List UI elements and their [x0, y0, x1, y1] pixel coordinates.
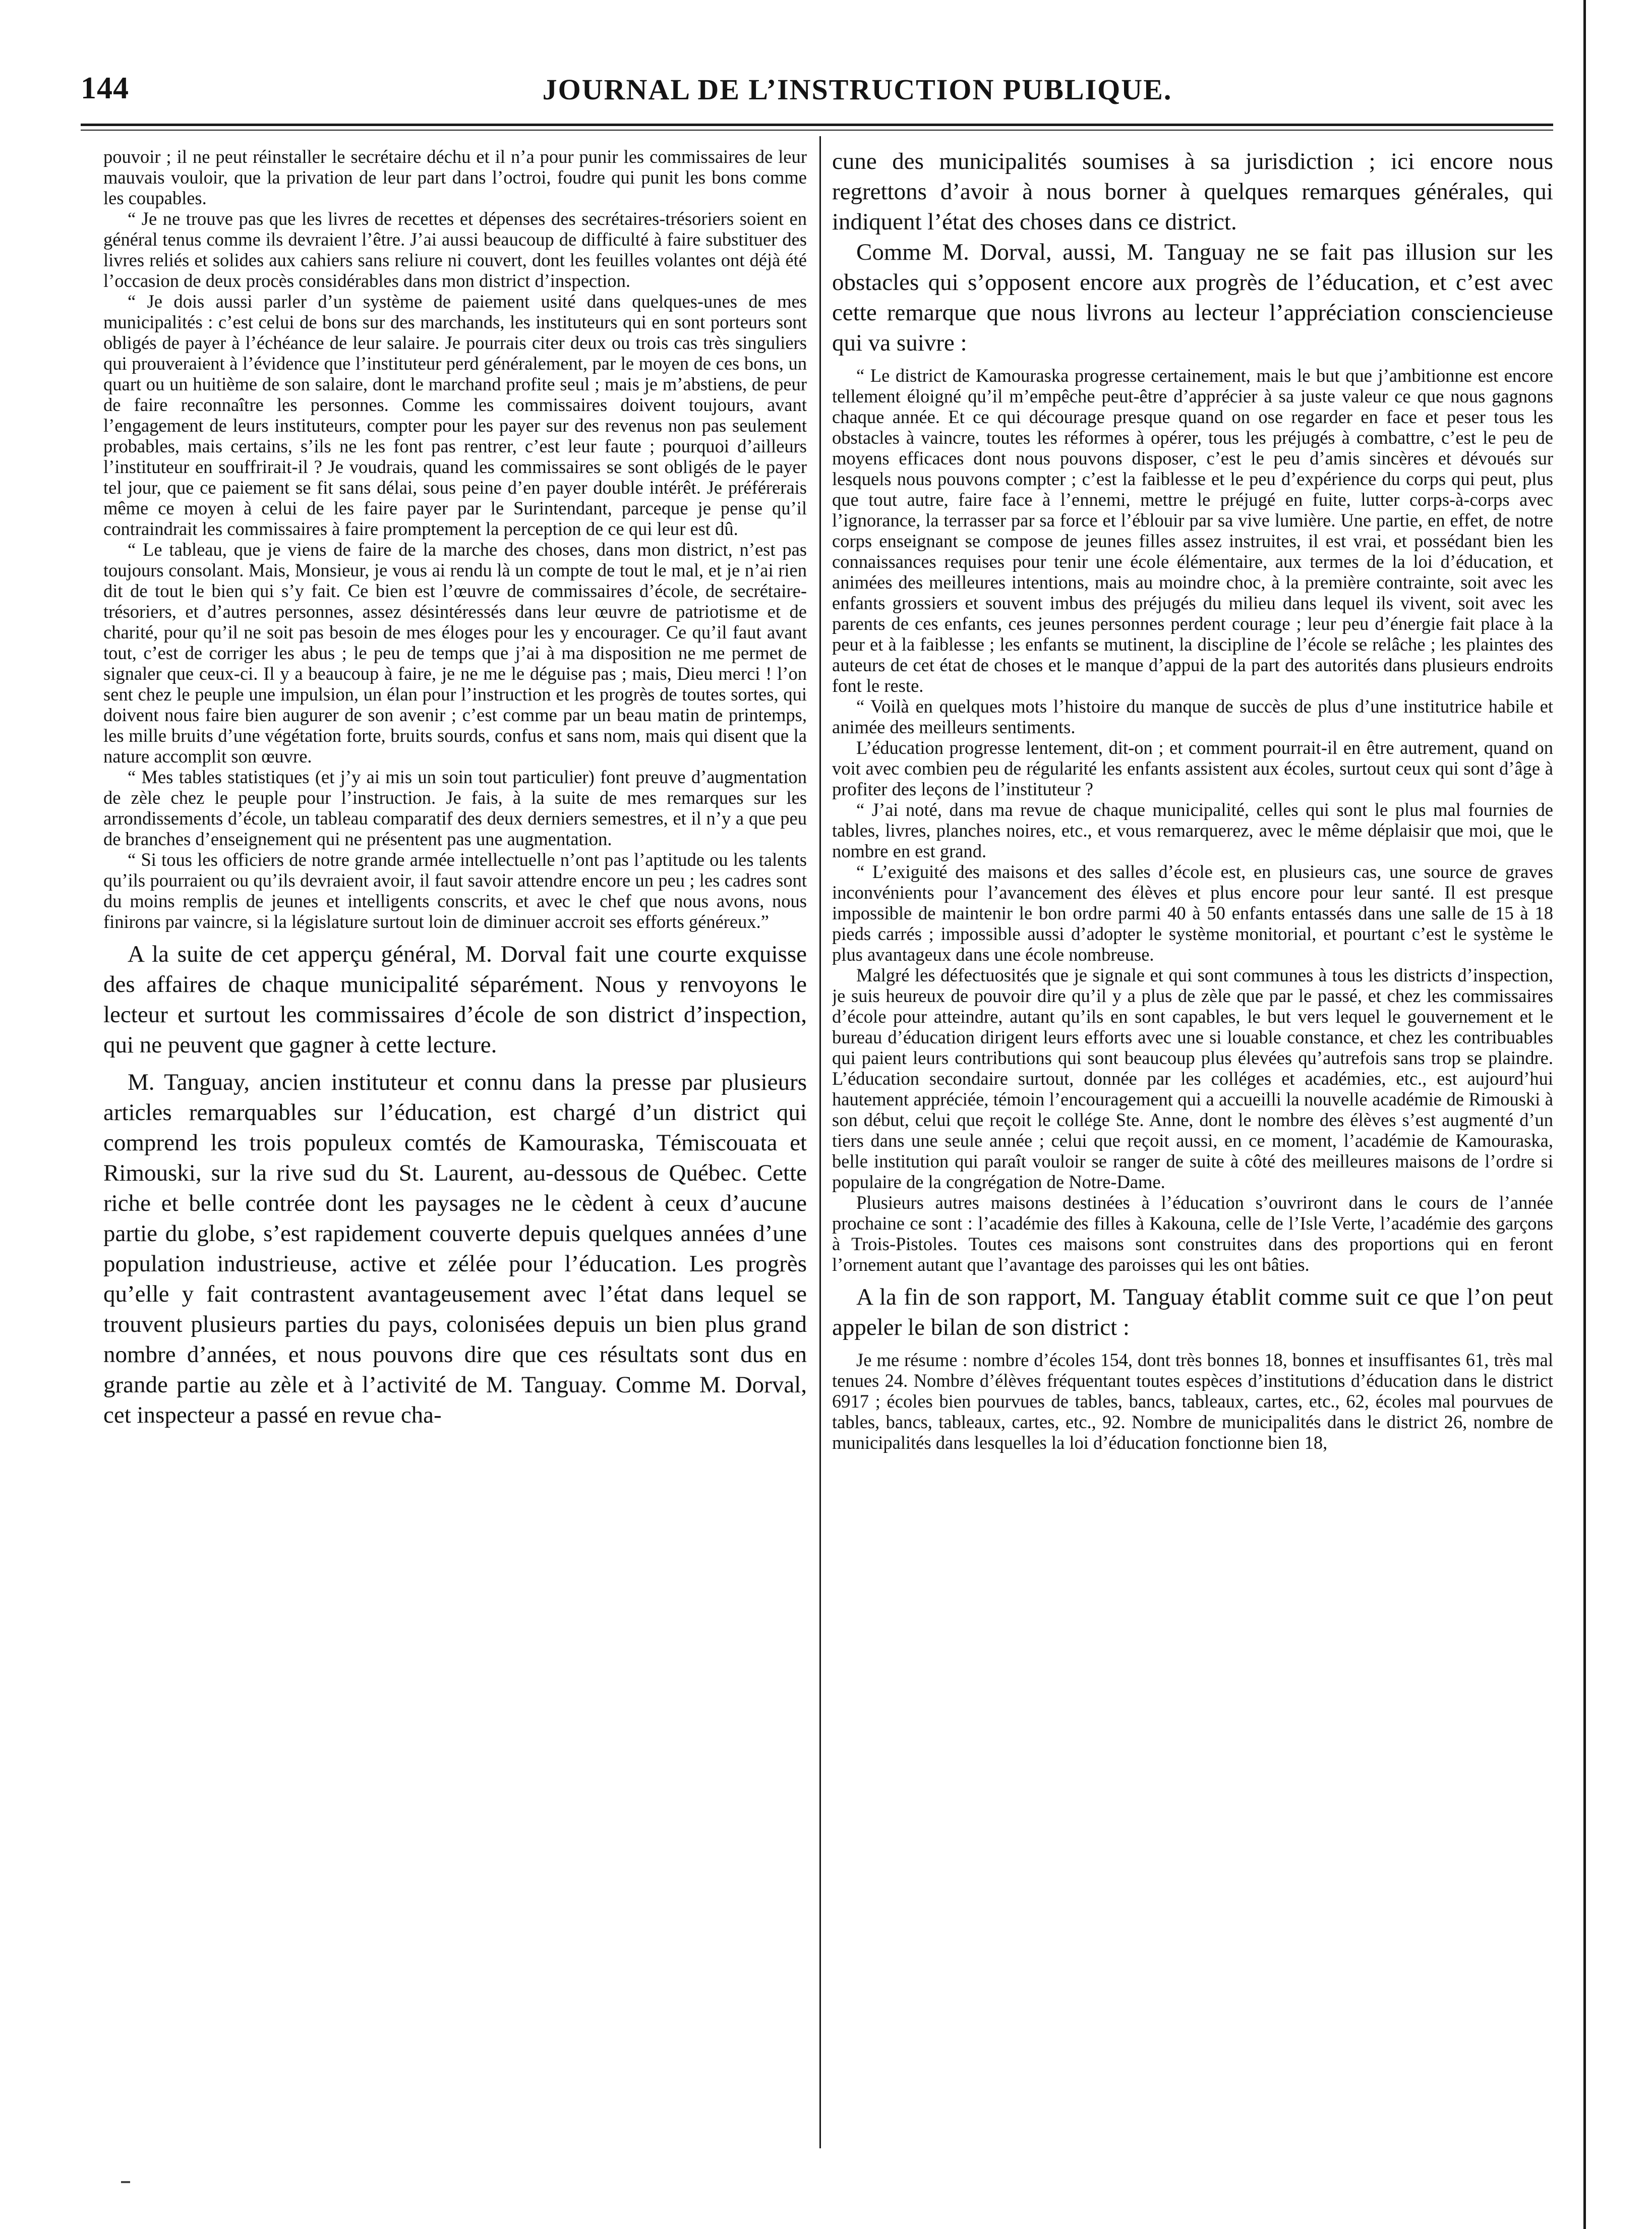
- page-header: [81, 71, 1553, 116]
- paragraph: Plusieurs autres maisons destinées à l’éducation s’ouvriront dans le cours de l’année prochaine ce sont : l’académie des filles à Kakouna, celle de l’Isle Verte, l’académie des garçons à Trois-Pistoles. Toutes ces maisons sont construites dans des proportions qui en feront l’ornement autant que l’avantage des paroisses qui les ont bâties.: [832, 1192, 1553, 1275]
- paragraph: “ Le tableau, que je viens de faire de la marche des choses, dans mon district, n’est pas toujours consolant. Mais, Monsieur, je vous ai rendu là un compte de tout le mal, et je n’ai rien dit de tout le bien qui s’y fait. Ce bien est l’œuvre de commissaires d’école, de secrétaire-trésoriers, et d’autres personnes, assez désintéressés dans leur œuvre de patriotisme et de charité, pour qu’il ne soit pas besoin de mes éloges pour les y encourager. Ce qu’il faut avant tout, c’est de corriger les abus ; le peu de temps que j’ai à ma disposition ne me permet de signaler que ceux-ci. Il y a beaucoup à faire, je ne me le déguise pas ; mais, Dieu merci ! l’on sent chez le peuple une impulsion, un élan pour l’instruction et les progrès de toutes sortes, qui doivent nous faire bien augurer de son avenir ; c’est comme par un beau matin de printemps, les mille bruits d’une végétation forte, bruits sourds, confus et sans nom, mais qui disent que la nature accomplit son œuvre.: [103, 539, 807, 767]
- scan-edge-line: [1583, 0, 1586, 2229]
- left-column: [103, 146, 807, 2153]
- paragraph: “ L’exiguité des maisons et des salles d’école est, en plusieurs cas, une source de graves inconvénients pour l’avancement des élèves et plus encore pour leur santé. Il est presque impossible de maintenir le bon ordre parmi 40 à 50 enfants entassés dans une salle de 15 à 18 pieds carrés ; impossible aussi d’adopter le système monitorial, et pourtant c’est le système le plus avantageux dans une école nombreuse.: [832, 861, 1553, 965]
- right-column: [832, 146, 1553, 2153]
- paragraph: Comme M. Dorval, aussi, M. Tanguay ne se fait pas illusion sur les obstacles qui s’opposent encore aux progrès de l’éducation, et c’est avec cette remarque que nous livrons au lecteur l’appréciation consciencieuse qui va suivre :: [832, 239, 1553, 356]
- paragraph: “ Voilà en quelques mots l’histoire du manque de succès de plus d’une institutrice habile et animée des meilleurs sentiments.: [832, 696, 1553, 737]
- header-rule-thin: [81, 130, 1553, 131]
- journal-title: JOURNAL DE L’INSTRUCTION PUBLIQUE.: [542, 73, 1172, 106]
- paragraph: cune des municipalités soumises à sa jurisdiction ; ici encore nous regrettons d’avoir à nous borner à quelques remarques générales, qui indiquent l’état des choses dans ce district.: [832, 148, 1553, 235]
- column-divider: [819, 136, 821, 2148]
- paragraph: “ Si tous les officiers de notre grande armée intellectuelle n’ont pas l’aptitude ou les talents qu’ils pourraient ou qu’ils devraient avoir, il faut savoir attendre encore un peu ; les cadres sont du moins remplis de jeunes et intelligents conscrits, et avec le chef que nous avons, nous finirons par vaincre, si la législature surtout loin de diminuer accroit ses efforts généreux.”: [103, 849, 807, 932]
- page-number: 144: [81, 71, 129, 105]
- header-rule-thick: [81, 124, 1553, 126]
- paragraph: Je me résume : nombre d’écoles 154, dont très bonnes 18, bonnes et insuffisantes 61, très mal tenues 24. Nombre d’élèves fréquentant toutes espèces d’institutions d’éducation dans le district 6917 ; écoles bien pourvues de tables, bancs, tableaux, cartes, etc., 62, écoles mal pourvues de tables, bancs, tableaux, cartes, etc., 92. Nombre de municipalités dans le district 26, nombre de municipalités dans lesquelles la loi d’éducation fonctionne bien 18,: [832, 1350, 1553, 1453]
- paragraph: “ Je dois aussi parler d’un système de paiement usité dans quelques-unes de mes municipalités : c’est celui de bons sur des marchands, les instituteurs qui en sont porteurs sont obligés de payer à l’échéance de leur salaire. Je pourrais citer deux ou trois cas très singuliers qui prouveraient à l’évidence que l’instituteur perd généralement, par le moyen de ces bons, un quart ou un huitième de son salaire, dont le marchand profite seul ; mais je m’abstiens, de peur de faire reconnaître les personnes. Comme les commissaires doivent toujours, avant l’engagement de leurs instituteurs, compter pour les payer sur des revenus non pas seulement probables, mais certains, s’ils ne les font pas rentrer, c’est leur faute ; pourquoi d’ailleurs l’instituteur en souffrirait-il ? Je voudrais, quand les commissaires se sont obligés de le payer tel jour, que ce paiement se fit sans délai, sous peine d’en payer double intérêt. Je préférerais même ce moyen à celui de les faire payer par le Surintendant, parceque je pense qu’il contraindrait les commissaires à faire promptement la perception de ce qui leur est dû.: [103, 291, 807, 539]
- paragraph: pouvoir ; il ne peut réinstaller le secrétaire déchu et il n’a pour punir les commissaires de leur mauvais vouloir, que la privation de leur part dans l’octroi, foudre qui punit les bons comme les coupables.: [103, 146, 807, 208]
- paragraph: “ Je ne trouve pas que les livres de recettes et dépenses des secrétaires-trésoriers soient en général tenus comme ils devraient l’être. J’ai aussi beaucoup de difficulté à faire substituer des livres reliés et solides aux cahiers sans reliure ni couvert, dont les feuilles volantes ont déjà été l’occasion de deux procès considérables dans mon district d’inspection.: [103, 208, 807, 291]
- paragraph: A la fin de son rapport, M. Tanguay établit comme suit ce que l’on peut appeler le bilan de son district :: [832, 1284, 1553, 1340]
- paragraph: “ Mes tables statistiques (et j’y ai mis un soin tout particulier) font preuve d’augmentation de zèle chez le peuple pour l’instruction. Je fais, à la suite de mes remarques sur les arrondissements d’école, un tableau comparatif des deux derniers semestres, et il n’y a que peu de branches d’enseignement qui ne présentent pas une augmentation.: [103, 767, 807, 849]
- paragraph: M. Tanguay, ancien instituteur et connu dans la presse par plusieurs articles remarquables sur l’éducation, est chargé d’un district qui comprend les trois populeux comtés de Kamouraska, Témiscouata et Rimouski, sur la rive sud du St. Laurent, au-dessous de Québec. Cette riche et belle contrée dont les paysages ne le cèdent à ceux d’aucune partie du globe, s’est rapidement couverte depuis quelques années d’une population industrieuse, active et zélée pour l’éducation. Les progrès qu’elle y fait contrastent avantageusement avec l’état dans lequel se trouvent plusieurs parties du pays, colonisées depuis un bien plus grand nombre d’années, et nous pouvons dire que ces résultats sont dus en grande partie au zèle et à l’activité de M. Tanguay. Comme M. Dorval, cet inspecteur a passé en revue cha-: [103, 1069, 807, 1428]
- paragraph: “ J’ai noté, dans ma revue de chaque municipalité, celles qui sont le plus mal fournies de tables, livres, planches noires, etc., et vous remarquerez, avec le même déplaisir que moi, que le nombre en est grand.: [832, 799, 1553, 861]
- paragraph: L’éducation progresse lentement, dit-on ; et comment pourrait-il en être autrement, quand on voit avec combien peu de régularité les enfants assistent aux écoles, surtout ceux qui sont d’âge à profiter des leçons de l’instituteur ?: [832, 737, 1553, 799]
- paragraph: “ Le district de Kamouraska progresse certainement, mais le but que j’ambitionne est encore tellement éloigné qu’il m’empêche peut-être d’apprécier à sa juste valeur ce que nous gagnons chaque année. Et ce qui décourage presque quand on ose regarder en face et peser tous les obstacles à vaincre, toutes les réformes à opérer, tous les préjugés à combattre, c’est le peu de moyens efficaces dont nous pouvons disposer, c’est le peu d’amis sincères et dévoués sur lesquels nous pouvons compter ; c’est la faiblesse et le peu d’expérience du corps qui peut, plus que tout autre, faire face à l’ennemi, mettre le préjugé en fuite, lutter corps-à-corps avec l’ignorance, la terrasser par sa force et l’éblouir par sa vive lumière. Une partie, en effet, de notre corps enseignant se compose de jeunes filles assez instruites, il est vrai, et possédant bien les connaissances requises pour tenir une école élémentaire, aux termes de la loi d’éducation, et animées des meilleures intentions, mais au moindre choc, à la première contrainte, soit avec les enfants grossiers et souvent imbus des préjugés du milieu dans lequel ils vivent, soit avec les parents de ces enfants, ces jeunes personnes perdent courage ; leur peu d’énergie fait place à la peur et à la faiblesse ; les enfants se mutinent, la discipline de l’école se relâche ; les plaintes des auteurs de cet état de choses et le manque d’appui de la part des autorités dans plusieurs endroits font le reste.: [832, 365, 1553, 696]
- paragraph: A la suite de cet apperçu général, M. Dorval fait une courte exquisse des affaires de chaque municipalité séparément. Nous y renvoyons le lecteur et surtout les commissaires d’école de son district d’inspection, qui ne peuvent que gagner à cette lecture.: [103, 941, 807, 1058]
- paragraph: Malgré les défectuosités que je signale et qui sont communes à tous les districts d’inspection, je suis heureux de pouvoir dire qu’il y a plus de zèle que par le passé, et chez les commissaires d’école pour atteindre, autant qu’ils en sont capables, le but vers lequel le gouvernement et le bureau d’éducation dirigent leurs efforts avec une si louable constance, et chez les contribuables qui paient leurs contributions qui sont beaucoup plus élevées qu’autrefois sans trop se plaindre. L’éducation secondaire surtout, donnée par les colléges et académies, etc., est aujourd’hui hautement appréciée, témoin l’encouragement qui a accueilli la nouvelle académie de Rimouski à son début, celui que reçoit le collége Ste. Anne, dont le nombre des élèves s’est augmenté d’un tiers dans une seule année ; celui que reçoit aussi, en ce moment, l’académie de Kamouraska, belle institution qui paraît vouloir se ranger de suite à côté des meilleures maisons de l’ordre si populaire de la congrégation de Notre-Dame.: [832, 965, 1553, 1192]
- scan-speck: [121, 2181, 130, 2183]
